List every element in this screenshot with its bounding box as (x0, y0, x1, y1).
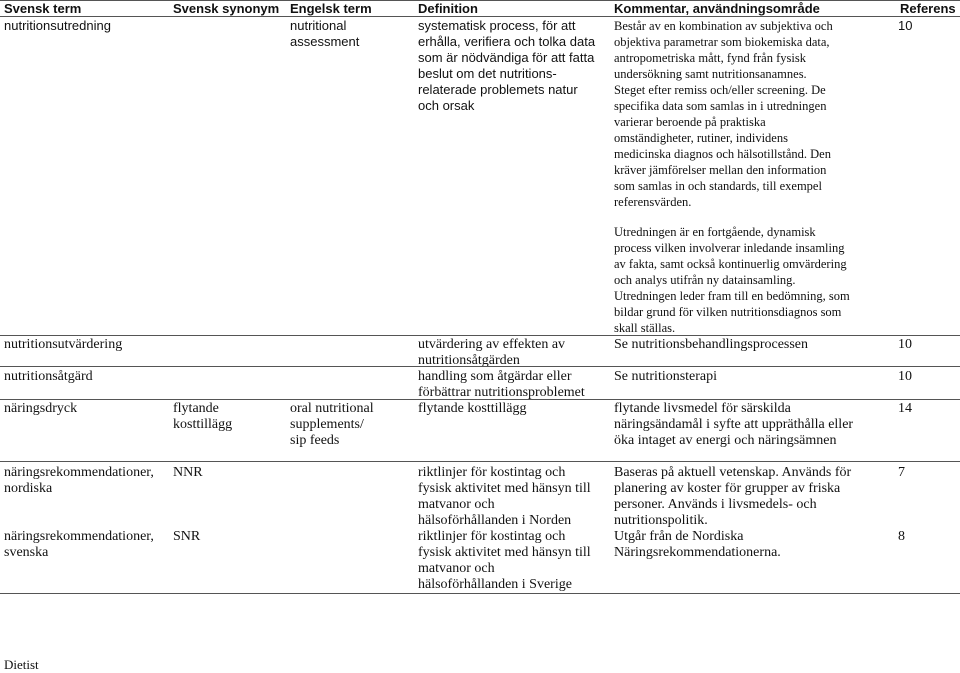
definition-cell: handling som åtgärdar eller förbättrar nutritionsproblemet (418, 369, 585, 400)
term-cell: näringsrekommendationer, nordiska (4, 465, 154, 496)
definition-cell: flytande kosttillägg (418, 401, 527, 416)
page-footer: Dietist (4, 657, 39, 672)
english-term-cell: nutritional assessment (290, 18, 360, 49)
synonym-cell: flytande kosttillägg (173, 401, 233, 432)
english-term-cell: oral nutritional supplements/ sip feeds (290, 401, 374, 448)
reference-cell: 7 (898, 465, 905, 480)
header-definition: Definition (418, 1, 478, 16)
definition-cell: riktlinjer för kostintag och fysisk aktivitet med hänsyn till matvanor och hälsoförhållanden i Sverige (418, 529, 591, 592)
term-cell: nutritionsåtgärd (4, 369, 93, 384)
row-divider (0, 366, 960, 367)
synonym-cell: NNR (173, 465, 203, 480)
header-bottom-rule (0, 16, 960, 17)
comment-cell: Består av en kombination av subjektiva och objektiva parametrar som biokemiska data, antropometriska mått, fynd från fysisk undersökning samt nutritionsanamnes. Steget efter remiss och/eller screening. De specifika data som samlas in i utredningen varierar beroende på praktiska omständigheter, rutiner, individens medicinska diagnos och hälsotillstånd. Den kräver jämförelser mellan den information som samlas in och standards, till exempel referensvärden. (614, 19, 833, 209)
reference-cell: 10 (898, 337, 912, 352)
reference-cell: 8 (898, 529, 905, 544)
header-top-rule (0, 0, 960, 1)
row-divider (0, 399, 960, 400)
comment-cell: Se nutritionsbehandlingsprocessen (614, 337, 809, 352)
header-engelsk-term: Engelsk term (290, 1, 372, 16)
comment-cell: flytande livsmedel för särskilda näringsändamål i syfte att uppräthålla eller öka intaget av energi och näringsämnen (614, 401, 854, 448)
definition-cell: systematisk process, för att erhålla, verifiera och tolka data som är nödvändiga för att fatta beslut om det nutritions- relaterade problemets natur och orsak (418, 18, 596, 113)
term-cell: nutritionsutvärdering (4, 337, 123, 352)
comment-cell: Se nutritionsterapi (614, 369, 718, 384)
comment-cell: Utgår från de Nordiska Näringsrekommendationerna. (614, 529, 781, 560)
term-cell: nutritionsutredning (4, 18, 111, 33)
definition-cell: utvärdering av effekten av nutritionsåtgärden (418, 337, 566, 368)
comment-cell: Baseras på aktuell vetenskap. Används för planering av koster för grupper av friska personer. Används i livsmedels- och nutritionspolitik. (614, 465, 852, 528)
reference-cell: 10 (898, 369, 912, 384)
row-divider (0, 461, 960, 462)
comment-cell-continued: Utredningen är en fortgående, dynamisk process vilken involverar inledande insamling av fakta, samt också kontinuerlig omvärdering och analys utifrån ny datainsamling. Utredningen leder fram till en bedömning, som bildar grund för vilken nutritionsdiagnos som skall ställas. (614, 225, 850, 335)
reference-cell: 10 (898, 18, 913, 33)
header-referens: Referens (900, 1, 956, 16)
header-kommentar: Kommentar, användningsområde (614, 1, 820, 16)
header-svensk-term: Svensk term (4, 1, 82, 16)
table-header-row (0, 0, 960, 17)
term-cell: näringsrekommendationer, svenska (4, 529, 154, 560)
row-divider (0, 335, 960, 336)
term-cell: näringsdryck (4, 401, 78, 416)
header-svensk-synonym: Svensk synonym (173, 1, 280, 16)
table-bottom-rule (0, 593, 960, 594)
synonym-cell: SNR (173, 529, 201, 544)
definition-cell: riktlinjer för kostintag och fysisk aktivitet med hänsyn till matvanor och hälsoförhållanden i Norden (418, 465, 591, 528)
reference-cell: 14 (898, 401, 912, 416)
